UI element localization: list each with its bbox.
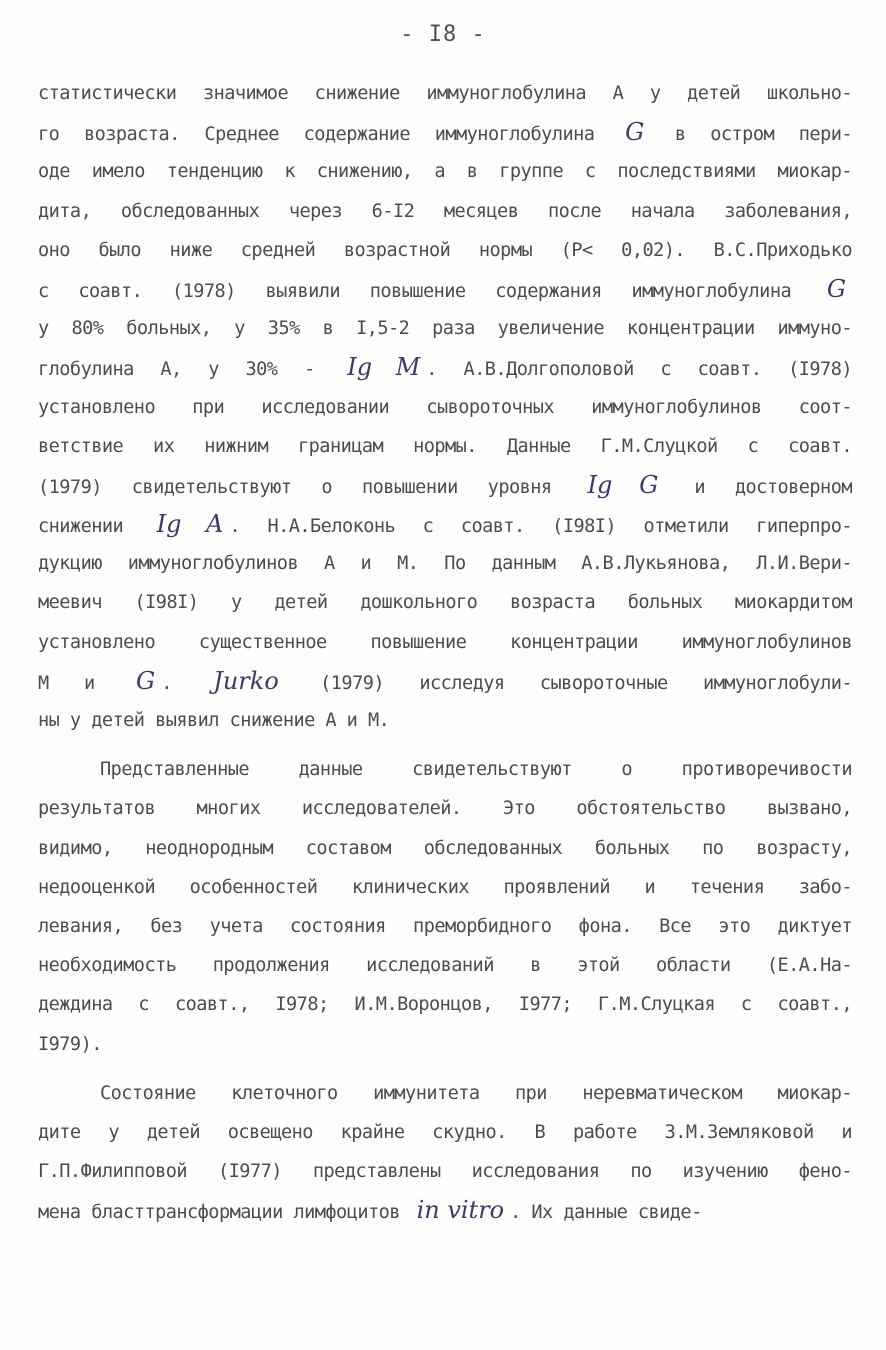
text-line — [38, 231, 852, 270]
typed-text: Г.П.Филипповой (I977) представлены исследования по изучению фено- — [38, 1161, 852, 1183]
typed-text: оно было ниже средней возрастной нормы (Р< 0,02). В.С.Приходько — [38, 239, 852, 261]
typed-text: Представленные данные свидетельствуют о противоречивости — [100, 759, 852, 781]
text-line — [38, 868, 852, 907]
typed-text: ны у детей выявил снижение А и М. — [38, 710, 390, 731]
typed-text: статистически значимое снижение иммуноглобулина А у детей школьно- — [38, 83, 852, 104]
typed-text: дита, обследованных через 6-I2 месяцев после начала заболевания, — [38, 200, 852, 222]
paragraph — [38, 750, 852, 1064]
typed-text: у 80% больных, у 35% в I,5-2 раза увеличение концентрации иммуно- — [38, 318, 852, 340]
typed-text: снижении — [38, 516, 151, 538]
typed-text: дите у детей освещено крайне скудно. В работе З.М.Земляковой и — [38, 1121, 852, 1143]
text-line — [38, 505, 852, 544]
typed-text: меевич (I98I) у детей дошкольного возраста больных миокардитом — [38, 592, 852, 614]
handwritten-insert: G — [625, 118, 645, 147]
typed-text: видимо, неоднородным составом обследованных больных по возрасту, — [38, 837, 852, 859]
handwritten-insert: Ig G — [587, 470, 659, 499]
handwritten-insert: in vitro — [416, 1196, 505, 1225]
paragraph-gap — [38, 740, 852, 750]
text-line — [38, 466, 852, 505]
text-line — [38, 662, 852, 701]
typed-text: левания, без учета состояния преморбидного фона. Все это диктует — [38, 915, 852, 937]
handwritten-insert: Ig M — [347, 353, 421, 382]
text-line — [38, 388, 852, 427]
typed-text: недооценкой особенностей клинических проявлений и течения забо- — [38, 876, 852, 898]
typed-text: Состояние клеточного иммунитета при неревматическом миокар- — [100, 1082, 852, 1104]
text-line — [38, 985, 852, 1024]
text-line — [38, 1074, 852, 1113]
typed-text: установлено существенное повышение концентрации иммуноглобулинов — [38, 631, 852, 653]
paragraph-gap — [38, 1064, 852, 1074]
typed-text: (1979) исследуя сывороточные иммуноглобули- — [284, 672, 852, 694]
text-line — [38, 1113, 852, 1152]
text-line — [38, 192, 852, 231]
typed-text: . — [161, 672, 208, 694]
text-line — [38, 113, 852, 152]
typed-text: . Н.А.Белоконь с соавт. (I98I) отметили гиперпро- — [229, 516, 852, 538]
handwritten-insert: Jurko — [213, 666, 279, 695]
text-line — [38, 946, 852, 985]
typed-text: I979). — [38, 1033, 102, 1055]
handwritten-insert: G — [826, 274, 846, 303]
typed-text: М и — [38, 672, 131, 694]
text-line — [38, 829, 852, 868]
text-line — [38, 623, 852, 662]
typed-text: . Их данные свиде- — [510, 1202, 702, 1224]
typed-text: . А.В.Долгополовой с соавт. (I978) — [426, 359, 852, 381]
typed-text: мена бласттрансформации лимфоцитов — [38, 1202, 411, 1224]
handwritten-insert: G — [136, 666, 156, 695]
text-line — [38, 750, 852, 789]
typed-text: деждина с соавт., I978; И.М.Воронцов, I977; Г.М.Слуцкая с соавт., — [38, 994, 852, 1016]
text-line — [38, 74, 852, 113]
typed-text: ветствие их нижним границам нормы. Данные Г.М.Слуцкой с соавт. — [38, 435, 852, 457]
text-line — [38, 309, 852, 348]
text-line — [38, 789, 852, 828]
typed-text: глобулина А, у 30% - — [38, 359, 342, 381]
typed-text: необходимость продолжения исследований в этой области (Е.А.На- — [38, 955, 852, 977]
text-line — [38, 583, 852, 622]
typed-text: результатов многих исследователей. Это обстоятельство вызвано, — [38, 798, 852, 820]
text-line — [38, 270, 852, 309]
text-line — [38, 1025, 852, 1064]
typed-text: оде имело тенденцию к снижению, а в группе с последствиями миокар- — [38, 161, 852, 183]
typed-text: (1979) свидетельствуют о повышении уровня — [38, 476, 582, 498]
typed-text: установлено при исследовании сывороточных иммуноглобулинов соот- — [38, 396, 852, 418]
typed-text: и достоверном — [664, 476, 852, 498]
document-body — [38, 74, 852, 1230]
text-line — [38, 907, 852, 946]
typed-text: в остром пери- — [650, 124, 852, 146]
typed-text: дукцию иммуноглобулинов А и М. По данным А.В.Лукьянова, Л.И.Вери- — [38, 553, 852, 575]
paragraph — [38, 1074, 852, 1231]
text-line — [38, 1191, 852, 1230]
text-line — [38, 544, 852, 583]
paragraph — [38, 74, 852, 740]
typed-text: с соавт. (1978) выявили повышение содержания иммуноглобулина — [38, 280, 821, 302]
text-line — [38, 701, 852, 740]
typed-text: го возраста. Среднее содержание иммуноглобулина — [38, 124, 620, 146]
text-line — [38, 152, 852, 191]
page-number: - I8 - — [400, 22, 486, 47]
text-line — [38, 1152, 852, 1191]
handwritten-insert: Ig A — [156, 510, 224, 539]
text-line — [38, 348, 852, 387]
text-line — [38, 427, 852, 466]
